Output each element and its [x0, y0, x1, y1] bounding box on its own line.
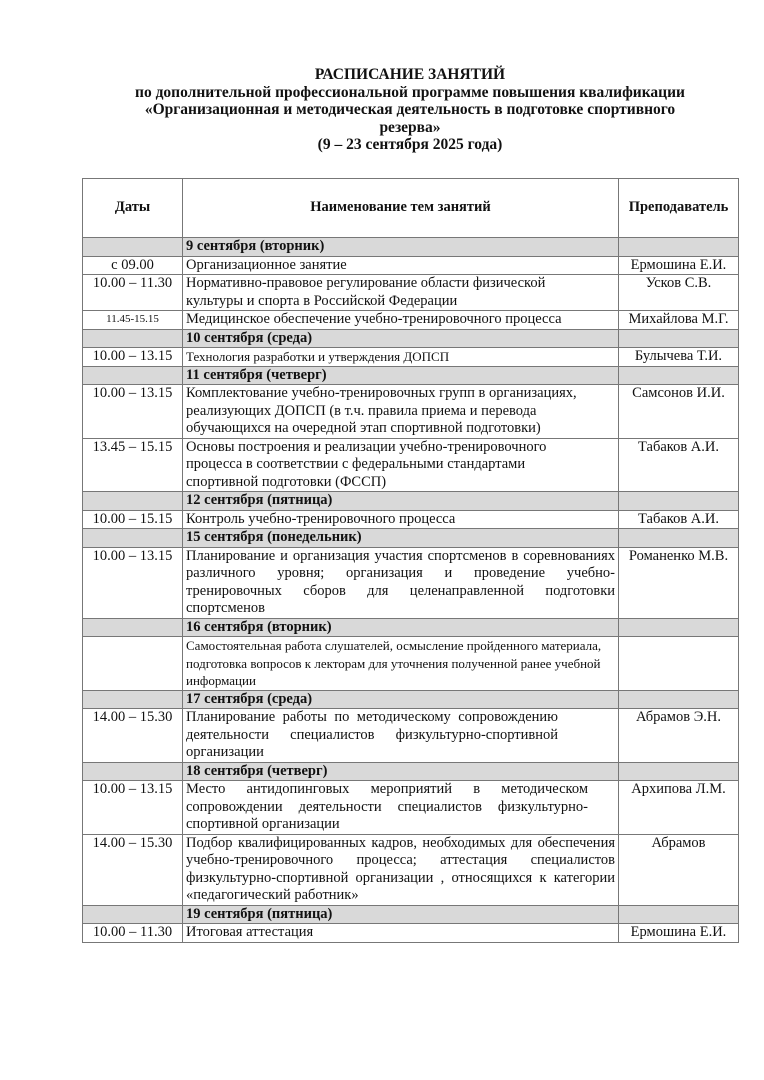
session-teacher: Табаков А.И. — [619, 438, 739, 492]
title-line-1: РАСПИСАНИЕ ЗАНЯТИЙ — [314, 66, 506, 83]
title-line-2: по дополнительной профессиональной программе повышения квалификации — [135, 83, 685, 101]
table-header-row — [83, 179, 739, 238]
session-teacher: Табаков А.И. — [619, 510, 739, 529]
session-time: 10.00 – 11.30 — [83, 275, 183, 311]
day-row — [83, 492, 739, 511]
document-title — [60, 66, 760, 154]
day-row — [83, 529, 739, 548]
table-row — [83, 637, 739, 691]
session-teacher: Ермошина Е.И. — [619, 256, 739, 275]
session-teacher: Архипова Л.М. — [619, 781, 739, 835]
session-teacher: Абрамов Э.Н. — [619, 709, 739, 763]
session-teacher: Романенко М.В. — [619, 547, 739, 618]
session-topic: Технология разработки и утверждения ДОПСП — [183, 348, 619, 367]
day-label: 12 сентября (пятница) — [183, 492, 619, 511]
session-time: 11.45-15.15 — [83, 311, 183, 330]
session-teacher: Абрамов — [619, 834, 739, 905]
table-row — [83, 438, 739, 492]
session-topic: Контроль учебно-тренировочного процесса — [183, 510, 619, 529]
session-topic: Нормативно-правовое регулирование области физической культуры и спорта в Российской Федерации — [183, 275, 619, 311]
day-label: 9 сентября (вторник) — [183, 238, 619, 257]
day-label: 19 сентября (пятница) — [183, 905, 619, 924]
session-time: 14.00 – 15.30 — [83, 709, 183, 763]
table-row — [83, 924, 739, 943]
session-topic: Планирование и организация участия спортсменов в соревнованиях различного уровня; организация и проведение учебно-тренировочных сборов для целенаправленной подготовки спортсменов — [183, 547, 619, 618]
table-row — [83, 275, 739, 311]
session-time: 10.00 – 13.15 — [83, 348, 183, 367]
title-line-3: «Организационная и методическая деятельность в подготовке спортивного — [144, 101, 676, 118]
session-teacher: Михайлова М.Г. — [619, 311, 739, 330]
session-time: 10.00 – 11.30 — [83, 924, 183, 943]
table-row — [83, 781, 739, 835]
session-time: 10.00 – 13.15 — [83, 385, 183, 439]
session-time: 14.00 – 15.30 — [83, 834, 183, 905]
session-time: с 09.00 — [83, 256, 183, 275]
session-topic: Место антидопинговых мероприятий в методическом сопровождении деятельности специалистов физкультурно-спортивной организации — [183, 781, 619, 835]
table-row — [83, 709, 739, 763]
day-label: 10 сентября (среда) — [183, 329, 619, 348]
session-time: 10.00 – 13.15 — [83, 547, 183, 618]
session-topic: Основы построения и реализации учебно-тренировочного процесса в соответствии с федеральными стандартами спортивной подготовки (ФССП) — [183, 438, 619, 492]
day-label: 11 сентября (четверг) — [183, 366, 619, 385]
session-topic: Медицинское обеспечение учебно-тренировочного процесса — [183, 311, 619, 330]
day-label: 15 сентября (понедельник) — [183, 529, 619, 548]
day-label: 17 сентября (среда) — [183, 690, 619, 709]
table-row — [83, 311, 739, 330]
session-teacher: Ермошина Е.И. — [619, 924, 739, 943]
header-date: Даты — [83, 179, 183, 238]
session-time: 10.00 – 15.15 — [83, 510, 183, 529]
day-row — [83, 762, 739, 781]
session-topic: Планирование работы по методическому сопровождению деятельности специалистов физкультурно-спортивной организации — [183, 709, 619, 763]
header-topic: Наименование тем занятий — [183, 179, 619, 238]
session-teacher: Самсонов И.И. — [619, 385, 739, 439]
schedule-table — [82, 178, 739, 943]
day-row — [83, 905, 739, 924]
table-row — [83, 834, 739, 905]
session-topic: Самостоятельная работа слушателей, осмысление пройденного материала, подготовка вопросов к лекторам для уточнения полученной ранее учебной информации — [183, 637, 619, 691]
session-teacher: Усков С.В. — [619, 275, 739, 311]
table-row — [83, 547, 739, 618]
day-row — [83, 690, 739, 709]
day-row — [83, 366, 739, 385]
session-topic: Итоговая аттестация — [183, 924, 619, 943]
session-time — [83, 637, 183, 691]
day-label: 18 сентября (четверг) — [183, 762, 619, 781]
table-row — [83, 510, 739, 529]
session-teacher — [619, 637, 739, 691]
day-row — [83, 618, 739, 637]
session-time: 10.00 – 13.15 — [83, 781, 183, 835]
session-topic: Комплектование учебно-тренировочных групп в организациях, реализующих ДОПСП (в т.ч. правила приема и перевода обучающихся на очередной этап спортивной подготовки) — [183, 385, 619, 439]
session-topic: Подбор квалифицированных кадров, необходимых для обеспечения учебно-тренировочного процесса; аттестация специалистов физкультурно-спортивной организации , относящихся к категории «педагогический работник» — [183, 834, 619, 905]
session-topic: Организационное занятие — [183, 256, 619, 275]
table-row — [83, 256, 739, 275]
header-teacher: Преподаватель — [619, 179, 739, 238]
table-row — [83, 385, 739, 439]
title-line-5: (9 – 23 сентября 2025 года) — [317, 136, 503, 153]
day-label: 16 сентября (вторник) — [183, 618, 619, 637]
title-line-4: резерва» — [379, 118, 441, 136]
session-time: 13.45 – 15.15 — [83, 438, 183, 492]
day-row — [83, 329, 739, 348]
session-teacher: Булычева Т.И. — [619, 348, 739, 367]
day-row — [83, 238, 739, 257]
table-row — [83, 348, 739, 367]
